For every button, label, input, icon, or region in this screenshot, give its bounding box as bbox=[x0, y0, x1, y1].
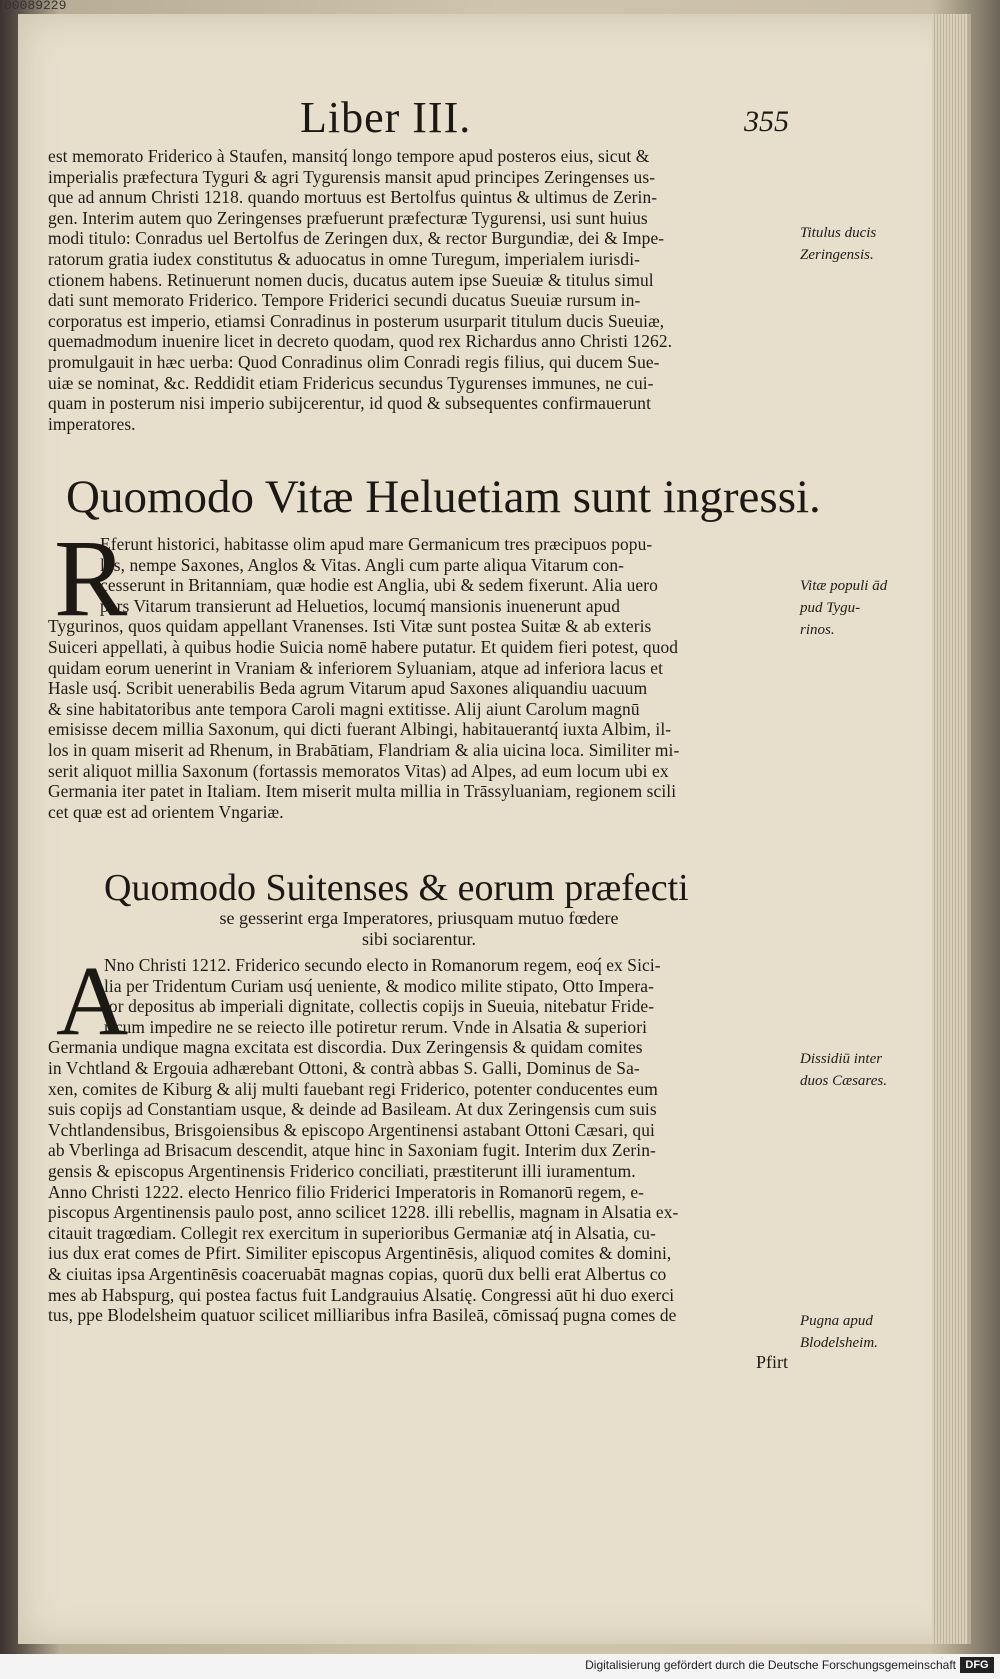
margin-note-titulus bbox=[800, 222, 876, 266]
text-line: serit aliquot millia Saxonum (fortassis memoratos Vitas) ad Alpes, ad eum locum ubi ex bbox=[48, 760, 669, 781]
text-line: est memorato Friderico à Staufen, mansitq́ longo tempore apud posteros eius, sicut & bbox=[48, 146, 650, 166]
catchword: Pfirt bbox=[756, 1352, 789, 1372]
text-line: emisisse decem millia Saxonum, qui dicti fuerant Albingi, habitauerantq́ iuxta Albim, il- bbox=[48, 719, 672, 740]
section-heading-suitenses: Quomodo Suitenses & eorum præfecti bbox=[104, 867, 689, 909]
drop-capital-a: A bbox=[56, 945, 129, 1056]
text-line: Germania undique magna excitata est discordia. Dux Zeringensis & quidam comites bbox=[48, 1037, 643, 1058]
margin-note-line: rinos. bbox=[800, 622, 835, 638]
text-line: Germania iter patet in Italiam. Item miserit multa millia in Trāssyluaniam, regionem scili bbox=[48, 781, 677, 802]
text-line: Hasle usq́. Scribit uenerabilis Beda agrum Vitarum apud Saxones aliquandiu uacuum bbox=[48, 678, 648, 699]
margin-note-dissidium bbox=[800, 1048, 887, 1092]
text-line: promulgauit in hæc uerba: Quod Conradinus olim Conradi regis filius, qui ducem Sue- bbox=[48, 351, 660, 372]
text-line: Anno Christi 1222. electo Henrico filio Friderici Imperatoris in Romanorū regem, e- bbox=[48, 1181, 645, 1202]
text-line: ius dux erat comes de Pfirt. Similiter episcopus Argentinēsis, aliquod comites & domini, bbox=[48, 1243, 672, 1264]
page-edges bbox=[932, 14, 968, 1644]
text-line: que ad annum Christi 1218. quando mortuus est Bertolfus quintus & ultimus de Zerin- bbox=[48, 187, 658, 208]
margin-note-line: pud Tygu- bbox=[800, 600, 861, 616]
text-line: & ciuitas ipsa Argentinēsis coaceruabāt magnas copias, quorū dux belli erat Albertus co bbox=[48, 1263, 667, 1284]
page-number: 355 bbox=[744, 105, 789, 138]
section-subheading-line1: se gesserint erga Imperatores, priusquam mutuo fœdere bbox=[219, 908, 619, 928]
text-line: piscopus Argentinensis paulo post, anno scilicet 1228. illi rebellis, magnam in Alsatia ex- bbox=[48, 1202, 679, 1223]
text-line: Tygurinos, quos quidam appellant Vranenses. Isti Vitæ sunt postea Suitæ & ab exteris bbox=[48, 616, 652, 637]
scan-id-tag: 00089229 bbox=[4, 0, 67, 13]
drop-capital-r: R bbox=[54, 517, 128, 639]
text-line: tor depositus ab imperiali dignitate, collectis copijs in Sueuia, nitebatur Fride- bbox=[104, 996, 655, 1017]
section-subheading-line2: sibi sociarentur. bbox=[362, 929, 476, 949]
text-line: mes ab Habspurg, qui postea factus fuit Landgrauius Alsatię. Congressi aūt hi duo exerci bbox=[48, 1284, 675, 1305]
text-line: dati sunt memorato Friderico. Tempore Friderici secundi ducatus Sueuiæ rursum in- bbox=[48, 290, 641, 311]
text-line: tus, ppe Blodelsheim quatuor scilicet milliaribus infra Basileā, cōmissaq́ pugna comes de bbox=[48, 1305, 677, 1326]
text-line: modi titulo: Conradus uel Bertolfus de Zeringen dux, & rector Burgundiæ, dei & Impe- bbox=[48, 228, 665, 249]
text-line: gen. Interim autem quo Zeringenses præfuerunt præfecturæ Tygurensi, usi sunt huius bbox=[48, 207, 648, 228]
text-line: pars Vitarum transierunt ad Heluetios, locumq́ mansionis inuenerunt apud bbox=[100, 595, 621, 616]
text-line: cet quæ est ad orientem Vngariæ. bbox=[48, 801, 284, 822]
paragraph-vitae bbox=[48, 534, 790, 822]
text-line: ctionem habens. Retinuerunt nomen ducis, ducatus autem ipse Sueuiæ & titulus simul bbox=[48, 269, 654, 290]
text-line: lia per Tridentum Curiam usq́ ueniente, & modico milite stipato, Otto Impera- bbox=[104, 975, 655, 996]
margin-note-vitae bbox=[800, 575, 887, 641]
section-heading-vitae: Quomodo Vitæ Heluetiam sunt ingressi. bbox=[66, 471, 821, 523]
margin-note-line: Blodelsheim. bbox=[800, 1335, 878, 1351]
text-line: uiæ se nominat, &c. Reddidit etiam Fridericus secundus Tygurenses immunes, ne cui- bbox=[48, 372, 654, 393]
text-line: suis copijs ad Constantiam usque, & deinde ad Basileam. At dux Zeringensis cum suis bbox=[48, 1099, 657, 1120]
text-line: imperatores. bbox=[48, 413, 136, 434]
text-line: ab Vberlinga ad Brisacum descendit, atque hinc in Saxoniam fugit. Interim dux Zerin- bbox=[48, 1140, 656, 1161]
margin-note-line: Zeringensis. bbox=[800, 247, 874, 263]
text-line: Eferunt historici, habitasse olim apud mare Germanicum tres præcipuos popu- bbox=[100, 534, 653, 554]
margin-note-line: Vitæ populi ād bbox=[800, 578, 888, 594]
text-line: cesserunt in Britanniam, quæ hodie est Anglia, ubi & sedem fixerunt. Alia uero bbox=[100, 575, 658, 596]
text-line: quemadmodum inuenire licet in decreto quodam, quod rex Richardus anno Christi 1262. bbox=[48, 331, 673, 352]
text-line: quidam eorum uenerint in Vraniam & inferiorem Syluaniam, atque ad inferiora lacus et bbox=[48, 657, 664, 678]
text-line: Nno Christi 1212. Friderico secundo electo in Romanorum regem, eoq́ ex Sici- bbox=[104, 955, 661, 975]
text-line: citauit tragœdiam. Collegit rex exercitum in superioribus Germaniæ atq́ in Alsatia, cu- bbox=[48, 1222, 656, 1243]
margin-note-line: duos Cæsares. bbox=[800, 1073, 887, 1089]
paragraph-zeringen bbox=[48, 146, 790, 434]
text-line: quam in posterum nisi imperio subijcerentur, id quod & subsequentes confirmauerunt bbox=[48, 393, 652, 414]
margin-note-pugna bbox=[800, 1310, 878, 1354]
funding-credit: Digitalisierung gefördert durch die Deutsche Forschungsgemeinschaft bbox=[585, 1658, 956, 1672]
text-line: corporatus est imperio, etiamsi Conradinus in posterum usurparit titulum ducis Sueuiæ, bbox=[48, 310, 665, 331]
text-line: Suiceri appellati, à quibus hodie Suicia nomē habere putatur. Et quidem fieri potest, quod bbox=[48, 636, 679, 657]
margin-note-line: Pugna apud bbox=[800, 1313, 873, 1329]
paragraph-suitenses bbox=[48, 945, 790, 1326]
text-line: los, nempe Saxones, Anglos & Vitas. Angli cum parte aliqua Vitarum con- bbox=[100, 554, 625, 575]
text-line: & sine habitatoribus ante tempora Caroli magni extitisse. Alij aiunt Carolum magnū bbox=[48, 698, 640, 719]
text-line: xen, comites de Kiburg & alij multi fauebant regi Friderico, potenter conducentes eum bbox=[48, 1078, 658, 1099]
running-head: Liber III. bbox=[300, 93, 472, 142]
text-line: ratorum gratia iudex constitutus & aduocatus in omne Turegum, imperialem iurisdi- bbox=[48, 248, 641, 269]
text-line: ricum impedire ne se reiecto ille potiretur rerum. Vnde in Alsatia & superiori bbox=[104, 1016, 648, 1037]
text-line: Vchtlandensibus, Brisgoiensibus & episcopo Argentinensi astabant Ottoni Cæsari, qui bbox=[48, 1119, 655, 1140]
margin-note-line: Titulus ducis bbox=[800, 225, 877, 241]
text-line: gensis & episcopus Argentinensis Friderico conciliati, præstiterunt illi iuramentum. bbox=[48, 1160, 636, 1181]
text-line: in Vchtland & Ergouia adhærebant Ottoni, & contrà abbas S. Galli, Dominus de Sa- bbox=[48, 1057, 640, 1078]
dfg-logo: DFG bbox=[960, 1657, 994, 1673]
margin-note-line: Dissidiū inter bbox=[800, 1051, 883, 1067]
text-line: imperialis præfectura Tyguri & agri Tygurensis mansit apud principes Zeringenses us- bbox=[48, 166, 656, 187]
text-line: los in quam miserit ad Rhenum, in Brabātiam, Flandriam & alia uicina loca. Similiter mi- bbox=[48, 739, 680, 760]
